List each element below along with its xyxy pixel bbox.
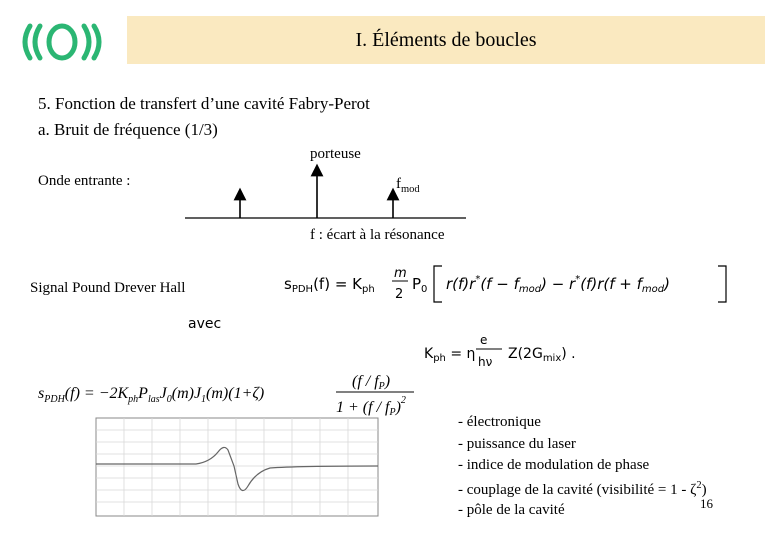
bullet-cavity-coupling: - couplage de la cavité (visibilité = $1 - \zeta^2$) (458, 480, 707, 498)
pdh-label: Signal Pound Drever Hall (30, 280, 186, 296)
svg-text:2: 2 (395, 287, 404, 302)
carrier-label: porteuse (310, 146, 361, 162)
svg-text:(f / fP): (f / fP) (352, 373, 391, 392)
title-bar (127, 16, 765, 64)
svg-text:P0: $P_0$ (412, 275, 428, 295)
kph-equation (422, 330, 612, 380)
spectrum-diagram (180, 160, 480, 224)
bullet-electronics: - électronique (458, 414, 541, 430)
pdh-equation (282, 262, 730, 306)
svg-text:m: m (394, 266, 407, 281)
bullet-cavity-pole: - pôle de la cavité (458, 502, 565, 518)
page-title: I. Éléments de boucles (355, 29, 537, 51)
virgo-logo-icon (16, 20, 112, 64)
svg-text:Z(2Gmix) .: $Z(2G_{mix})$ . (508, 346, 576, 364)
avec-label: avec (188, 316, 222, 332)
bullet-laser-power: - puissance du laser (458, 436, 576, 452)
page-number: 16 (700, 496, 713, 511)
pdh-error-signal-plot (86, 414, 386, 524)
svg-text:sPDH(f) = Kph: $s_{PDH}(f) = K_{ph}$ (284, 275, 375, 295)
incoming-wave-label: Onde entrante : (38, 173, 131, 189)
svg-text:hν: hν (478, 355, 493, 369)
svg-text:1 + (f / fP)2: 1 + (f / fP)$^2$ (336, 395, 406, 418)
svg-text:sPDH(f) = −2KphPlasJ0(m)J1(m)(: $s_{PDH}(f) = -2K_{ph}P_{las}J_0(m)J_1(m)(1+\zeta)$ (38, 385, 265, 405)
svg-text:r(f)r*(f − fmod) − r*(f)r(f +: $r(f)r^*(f - f_{mod}) - r^*(f)r(f + f_{mod})$ (446, 274, 670, 295)
svg-text:e: e (480, 333, 488, 347)
section-heading: 5. Fonction de transfert d’une cavité Fabry-Perot (38, 94, 370, 113)
sideband-label: $f_{mod}$ (396, 176, 420, 195)
axis-label: f : écart à la résonance (310, 227, 445, 243)
bullet-modulation-index: - indice de modulation de phase (458, 457, 650, 473)
svg-text:Kph = η: $K_{ph} = \eta$ (424, 346, 476, 364)
section-subheading: a. Bruit de fréquence (1/3) (38, 120, 218, 139)
pdh-approx-equation (36, 368, 426, 420)
